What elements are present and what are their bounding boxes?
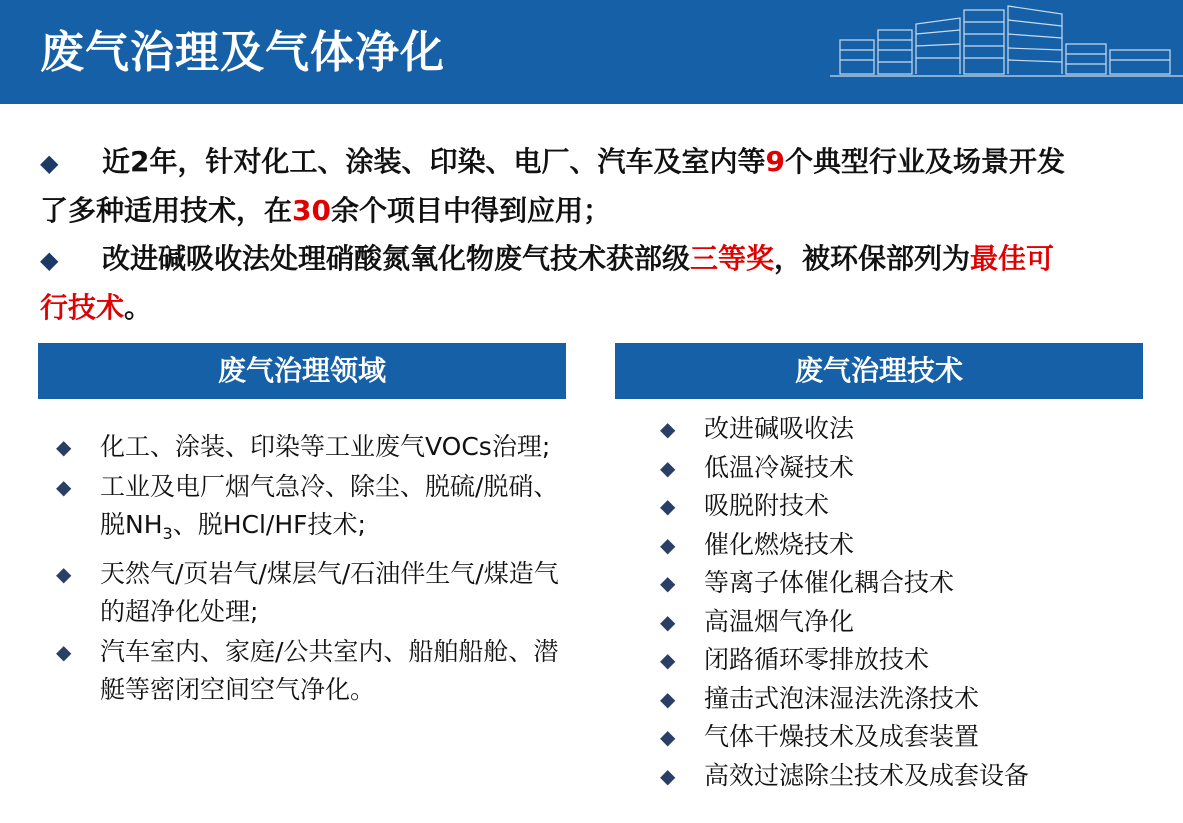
diamond-bullet-icon: ◆ — [660, 417, 676, 441]
intro-paragraph-2: ◆ 改进碱吸收法处理硝酸氮氧化物废气技术获部级三等奖，被环保部列为最佳可 行技术。 — [40, 235, 1150, 332]
left-panel-header: 废气治理领域 — [38, 343, 566, 399]
list-item: ◆ 天然气/页岩气/煤层气/石油伴生气/煤造气的超净化处理; — [56, 555, 576, 631]
domain-list — [56, 428, 576, 711]
right-panel-header: 废气治理技术 — [615, 343, 1143, 399]
list-item: ◆ 高温烟气净化 — [660, 603, 1140, 642]
intro-paragraph-1: ◆ 近2年，针对化工、涂装、印染、电厂、汽车及室内等9个典型行业及场景开发 了多种适用技术，在30余个项目中得到应用； — [40, 138, 1150, 235]
building-illustration — [830, 0, 1183, 104]
list-item: ◆ 化工、涂装、印染等工业废气VOCs治理; — [56, 428, 576, 466]
page-title: 废气治理及气体净化 — [40, 27, 445, 78]
diamond-bullet-icon: ◆ — [660, 648, 676, 672]
diamond-bullet-icon: ◆ — [660, 532, 676, 557]
technology-list — [660, 410, 1140, 795]
header-bar — [0, 0, 1183, 104]
highlight-award: 三等奖 — [690, 242, 775, 275]
list-item: ◆ 改进碱吸收法 — [660, 410, 1140, 449]
list-item: ◆ 吸脱附技术 — [660, 487, 1140, 526]
diamond-bullet-icon: ◆ — [56, 435, 72, 459]
highlight-best: 行技术 — [40, 291, 125, 324]
highlight-best: 最佳可 — [970, 242, 1055, 275]
list-item: ◆ 工业及电厂烟气急冷、除尘、脱硫/脱硝、脱$NH_3$、脱HCl/HF技术; — [56, 468, 576, 553]
list-item: ◆ 催化燃烧技术 — [660, 526, 1140, 565]
diamond-bullet-icon: ◆ — [56, 562, 72, 586]
diamond-bullet-icon: ◆ — [56, 640, 72, 664]
diamond-bullet-icon: ◆ — [660, 494, 676, 518]
diamond-bullet-icon: ◆ — [660, 571, 676, 595]
diamond-bullet-icon: ◆ — [56, 475, 72, 499]
list-item: ◆ 撞击式泡沫湿法洗涤技术 — [660, 680, 1140, 719]
diamond-bullet-icon: ◆ — [660, 609, 676, 634]
list-item: ◆ 高效过滤除尘技术及成套设备 — [660, 757, 1140, 796]
diamond-bullet-icon: ◆ — [660, 455, 676, 480]
diamond-bullet-icon: ◆ — [40, 149, 59, 177]
highlight-number: 9 — [765, 145, 785, 178]
diamond-bullet-icon: ◆ — [660, 725, 676, 749]
diamond-bullet-icon: ◆ — [660, 763, 676, 788]
intro-bullets — [40, 138, 1150, 332]
diamond-bullet-icon: ◆ — [40, 246, 59, 274]
list-item: ◆ 等离子体催化耦合技术 — [660, 564, 1140, 603]
list-item: ◆ 闭路循环零排放技术 — [660, 641, 1140, 680]
list-item: ◆ 低温冷凝技术 — [660, 449, 1140, 488]
list-item: ◆ 气体干燥技术及成套装置 — [660, 718, 1140, 757]
list-item: ◆ 汽车室内、家庭/公共室内、船舶船舱、潜艇等密闭空间空气净化。 — [56, 633, 576, 709]
diamond-bullet-icon: ◆ — [660, 686, 676, 711]
highlight-number: 30 — [292, 194, 331, 227]
